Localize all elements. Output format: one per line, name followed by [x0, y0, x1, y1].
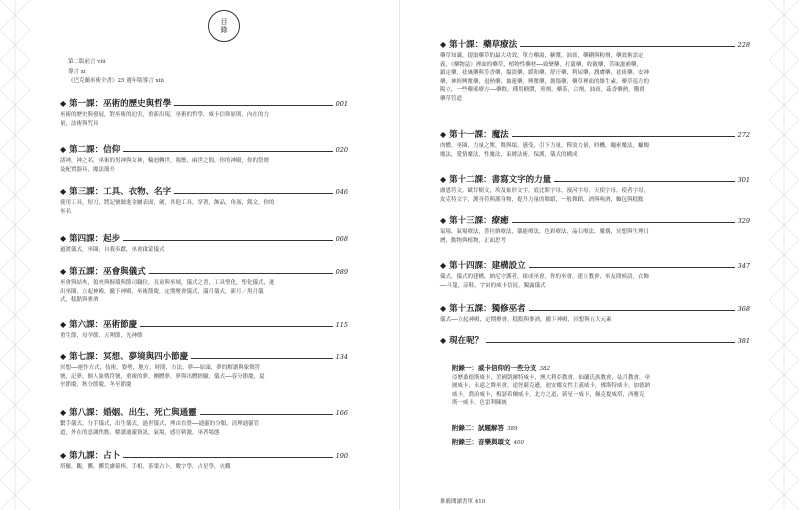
lesson-description	[440, 316, 750, 325]
leader-rule	[191, 357, 332, 359]
front-matter	[68, 58, 164, 87]
lesson-description	[60, 463, 348, 472]
toc-entry[interactable]	[440, 214, 750, 245]
description-line: 魔法，愛情魔法，性魔法，束縛法術，保護，儀式的構成	[440, 151, 578, 158]
toc-entry[interactable]	[60, 143, 348, 174]
leader-rule	[529, 309, 735, 311]
leader-rule	[123, 456, 332, 458]
lesson-description	[60, 332, 348, 341]
page-number: 134	[335, 353, 348, 361]
description-line: 皮克特文字，護身符與護身物，提升力量的舞蹈，一般舞蹈，酒與嗅酒，麵包與糕點	[440, 196, 644, 203]
toc-entry[interactable]	[440, 128, 750, 159]
description-line: 巫名	[60, 208, 72, 215]
leader-rule	[529, 266, 735, 268]
lesson-description	[440, 142, 750, 159]
page-number: 046	[335, 188, 348, 196]
description-line: 陽立，一些藥邪療方──藥飲，種用糖漿，煎劑，藥茶，合劑，油膏，茲香藥熱，購賣	[440, 87, 645, 93]
toc-entry[interactable]	[440, 302, 750, 325]
leader-rule	[512, 221, 735, 223]
lesson-description	[60, 279, 348, 305]
toc-entry[interactable]	[60, 449, 348, 472]
lesson-description	[60, 111, 348, 128]
appendix-title[interactable]: 附錄三：音樂與頌文	[452, 438, 511, 446]
appendix-entry[interactable]	[452, 364, 732, 408]
page-number: 115	[335, 321, 348, 329]
lesson-title[interactable]: 第九課：占卜	[69, 451, 121, 461]
page-number: 389	[507, 426, 518, 432]
page-number: 347	[737, 262, 750, 270]
page-number: 020	[335, 146, 348, 154]
description-line: 藥草管道	[440, 95, 463, 102]
page-number: 329	[737, 217, 750, 225]
front-item[interactable]: 導言 xi	[68, 68, 86, 75]
bullet-icon: ◆	[440, 304, 447, 313]
page-number: 382	[539, 366, 550, 372]
page-number: 301	[737, 176, 750, 184]
description-line: 號，記夢，個人象徵符號，重複的夢，團體夢，夢與出體經驗，儀式──春分節慶，夏	[60, 373, 265, 380]
bullet-icon: ◆	[440, 216, 447, 225]
lesson-title[interactable]: 第七課：冥想、夢境與四小節慶	[69, 352, 189, 362]
bullet-icon: ◆	[60, 267, 67, 276]
toc-entry[interactable]	[440, 38, 750, 103]
lesson-title[interactable]: 第八課：婚姻、出生、死亡與通靈	[69, 408, 197, 418]
page-number: 228	[737, 41, 750, 49]
toc-entry[interactable]	[440, 173, 750, 204]
bullet-icon: ◆	[60, 352, 67, 361]
leader-rule	[123, 150, 332, 152]
description-line: 亞歷桑德斯威卡，美國凱爾特威卡，澳大利亞教會，仙蘭氏族教會，弦月教會，巫	[452, 374, 651, 381]
bullet-icon: ◆	[60, 451, 67, 460]
page-number: 190	[335, 452, 348, 460]
lesson-title[interactable]: 第四課：起步	[69, 234, 121, 244]
description-line: 義，《藥物誌》裡面的藥草，植物性藥材──致變藥，打囂藥，收斂藥，苦味滋補藥，	[440, 61, 642, 68]
description-line: 冥想──運作方式，技術，姿勢，地方，時間，方法，夢──原頭，夢的解讀與象徵符	[60, 365, 261, 371]
bullet-icon: ◆	[60, 145, 67, 154]
bullet-icon: ◆	[60, 187, 67, 196]
description-line: 式，糕點與麥酒	[60, 297, 99, 303]
toc-entry[interactable]	[60, 350, 348, 390]
page-number: 400	[513, 440, 524, 446]
description-line: 巫會與結夾，領夾與握環與節司職位，長童與巫域，儀式之書，工具聖化，聖化儀式，進	[60, 280, 275, 286]
description-line: 至節慶，秋分節慶，冬至節慶	[60, 382, 132, 388]
lesson-description	[60, 420, 348, 437]
toc-entry[interactable]	[60, 318, 348, 341]
description-line: 諸神，神之名，巫術的男神與女神，輪迴轉世，報應，兩世之間，你的神殿，你的祭壇	[60, 158, 270, 164]
toc-entry[interactable]	[440, 334, 750, 346]
lesson-description	[440, 52, 750, 103]
description-line: 過渡儀式，巫圈，自我奉獻，巫會啟蒙儀式	[60, 247, 165, 253]
description-line: ──斗篷，涼鞋，宇宙的威卡信徒，獨露儀式	[440, 282, 546, 289]
leader-rule	[140, 325, 332, 327]
appendix-title[interactable]: 附錄二：試題解答	[452, 424, 504, 432]
leader-rule	[200, 413, 333, 415]
page-number: 068	[335, 235, 348, 243]
leader-rule	[123, 239, 332, 241]
lesson-description	[60, 199, 348, 216]
lesson-description	[440, 228, 750, 245]
lesson-title[interactable]: 第十四課：建構設立	[449, 261, 526, 271]
lesson-title[interactable]: 第三課：工具、衣物、名字	[69, 187, 172, 197]
lesson-title[interactable]: 第十三課：療癒	[449, 216, 509, 226]
description-line: 鎮定藥，祛風藥與芳香藥，傷淡藥，緩和藥，舒汗藥，利尿藥，潤膚藥，祛痰藥，安神	[440, 70, 650, 76]
leader-rule	[174, 104, 332, 106]
lesson-title[interactable]: 現在呢？	[449, 336, 484, 346]
toc-entry[interactable]	[60, 97, 348, 128]
lesson-title[interactable]: 第十課：藥草療法	[449, 40, 518, 50]
leader-rule	[149, 272, 333, 274]
description-line: 曆，動物與植物，正面思考	[440, 237, 507, 244]
page-number: 368	[737, 305, 750, 313]
description-line: 儀式──立起神殿，定期聚會，糕點與麥酒，撤下神殿，冥想與五大元素	[440, 317, 612, 323]
lesson-title[interactable]: 第十二課：書寫文字的力量	[449, 175, 552, 185]
toc-entry[interactable]	[60, 185, 348, 216]
description-line: 道，外在的意識焦點，解讀通靈資訊，氣場，感官刺激，巫者場態	[60, 429, 220, 436]
description-line: 使用工具，短刀，將記號做進金屬表面，劍，其他工具，穿著，飾品，角盔，銘文，你的	[60, 200, 275, 206]
page-number: 166	[335, 409, 348, 417]
bullet-icon: ◆	[440, 261, 447, 270]
lesson-description	[440, 187, 750, 204]
decorative-border-right	[769, 0, 799, 510]
bullet-icon: ◆	[60, 99, 67, 108]
lesson-description	[60, 364, 348, 390]
bullet-icon: ◆	[60, 234, 67, 243]
page-number: 089	[335, 268, 348, 276]
leader-rule	[174, 192, 332, 194]
front-item[interactable]: 《巴克蘭巫術全書》25 週年版導言 xiii	[68, 78, 164, 84]
decorative-border-left	[0, 0, 30, 510]
leader-rule	[512, 135, 735, 137]
reading-list-entry[interactable]: 推薦閱讀書單 410	[440, 499, 486, 505]
appendix-title[interactable]: 附錄一：威卡信仰的一些分支	[452, 364, 537, 372]
right-page	[432, 0, 760, 510]
description-line: 藥草知識，提取藥草的最大功效，單方藥湯，糖漿，油膏，藥糊與粉劑，藥效術語定	[440, 53, 644, 59]
bullet-icon: ◆	[440, 130, 447, 139]
toc-entry[interactable]	[60, 265, 348, 305]
bullet-icon: ◆	[60, 320, 67, 329]
front-item[interactable]: 第二版前言 viii	[68, 59, 106, 65]
lesson-title[interactable]: 第五課：巫會與儀式	[69, 267, 146, 277]
bullet-icon: ◆	[60, 408, 67, 417]
bullet-icon: ◆	[440, 40, 447, 49]
leader-rule	[554, 180, 734, 182]
description-line: 重生節，母孕節，五朔節，光神節	[60, 333, 143, 339]
page-number: 272	[737, 131, 750, 139]
description-line: 巫術的歷史與發展，對巫術的迫害，重新出現，巫術的哲學，威卡信仰原則，內在的力	[60, 112, 270, 118]
left-page	[40, 0, 358, 510]
description-line: 及配置器具，魔法簡介	[60, 166, 116, 173]
lesson-title[interactable]: 第十五課：獨修巫者	[449, 304, 526, 314]
toc-entry[interactable]	[440, 259, 750, 290]
description-line: 藥，神經興奮藥，退熱藥，抽蓮藥，興奮藥，創傷藥，藥草裡面的維生素，藥草巡方的	[440, 78, 650, 85]
lesson-title[interactable]: 第二課：信仰	[69, 145, 121, 155]
toc-entry[interactable]	[60, 232, 348, 255]
description-line: 盧恩符文，歐甘樹文，埃及象形文字，底比斯字母，漫河字母，天使字母，使者字母，	[440, 188, 650, 194]
description-line: 出巫圈，立起神殿，撤下神殿，巫術節慶，定期聚會儀式，滿月儀式，新月／黑月儀	[60, 288, 264, 295]
description-line: 威卡，喬治威卡，梅瑟希爾威卡，北方之道，新星一威卡，佩克提威塔，西雅克	[452, 391, 645, 398]
description-line: 斯一威卡，色雷利陳統	[452, 400, 508, 406]
description-line: 儀式，儀式的建構，納尼守護者，組成巫會，你的巫會，建立教會，巫友間候語，衣飾	[440, 274, 650, 280]
lesson-title[interactable]: 第六課：巫術節慶	[69, 320, 138, 330]
description-line: 圖威卡，永遠之舞巫會，途徑薩克遜，迪安娜女性主義威卡，佛斯特威卡，加德納	[452, 383, 651, 389]
lesson-description	[440, 273, 750, 290]
page-number: 381	[737, 337, 750, 345]
lesson-description	[60, 157, 348, 174]
leader-rule	[486, 341, 734, 343]
leader-rule	[520, 45, 734, 47]
page-number: 001	[335, 100, 348, 108]
lesson-title[interactable]: 第十一課：魔法	[449, 130, 509, 140]
contents-badge: 目 錄	[208, 10, 240, 42]
appendix-entry[interactable]	[452, 424, 732, 434]
toc-entry[interactable]	[60, 406, 348, 437]
bullet-icon: ◆	[440, 175, 447, 184]
lesson-description	[60, 246, 348, 255]
description-line: 繫手儀式，分手儀式，出生儀式，過世儀式，理由直覺──通靈的分類，清理通靈管	[60, 421, 260, 427]
appendix-entry[interactable]	[452, 438, 732, 448]
description-line: 塔羅，觀，擲，擲荒盧箍棒，手相，茶葉占卜，數字學，占星學，火觀	[60, 464, 231, 470]
description-line: 量，法術與咒具	[60, 120, 99, 127]
description-line: 氣場，氣場療法，普拉納療法，儀能療法，色彩療法，晶石療法，魔偶，冥想與生理日	[440, 229, 650, 235]
description-line: 肉體，巫圈，力量之塵，舞與頌，感受，引下力量，釋放力量，時機，繩索魔法，蠟燭	[440, 143, 650, 149]
lesson-title[interactable]: 第一課：巫術的歷史與哲學	[69, 99, 172, 109]
book-spine	[399, 0, 400, 510]
bullet-icon: ◆	[440, 336, 447, 345]
